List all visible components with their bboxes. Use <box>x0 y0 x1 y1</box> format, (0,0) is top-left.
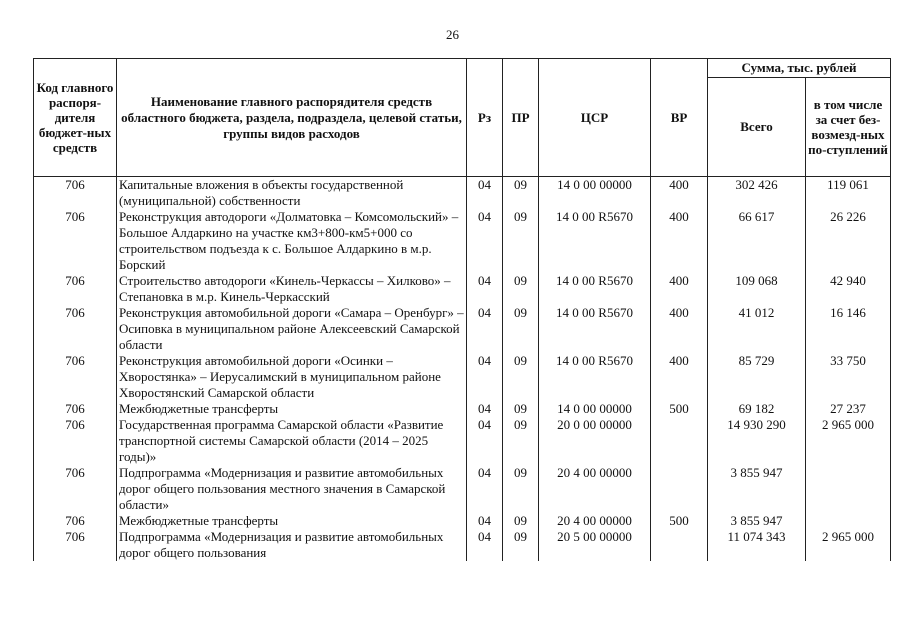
cell-csr: 14 0 00 R5670 <box>539 273 651 305</box>
cell-total: 109 068 <box>708 273 806 305</box>
cell-vr <box>651 465 708 513</box>
cell-name: Подпрограмма «Модернизация и развитие автомобильных дорог общего пользования <box>117 529 467 561</box>
cell-name: Подпрограмма «Модернизация и развитие автомобильных дорог общего пользования местного значения в Самарской области» <box>117 465 467 513</box>
cell-vr: 400 <box>651 305 708 353</box>
cell-vr: 400 <box>651 209 708 273</box>
cell-csr: 14 0 00 00000 <box>539 401 651 417</box>
header-rz: Рз <box>467 59 503 177</box>
cell-csr: 20 4 00 00000 <box>539 465 651 513</box>
cell-rz: 04 <box>467 305 503 353</box>
cell-rz: 04 <box>467 273 503 305</box>
cell-vr: 400 <box>651 353 708 401</box>
cell-incl: 26 226 <box>806 209 891 273</box>
cell-pr: 09 <box>503 401 539 417</box>
cell-incl: 27 237 <box>806 401 891 417</box>
cell-pr: 09 <box>503 353 539 401</box>
cell-vr: 500 <box>651 401 708 417</box>
cell-incl <box>806 513 891 529</box>
cell-vr: 400 <box>651 177 708 210</box>
table-row <box>34 417 891 465</box>
table-row <box>34 465 891 513</box>
header-sum: Сумма, тыс. рублей <box>708 59 891 78</box>
cell-rz: 04 <box>467 513 503 529</box>
header-pr: ПР <box>503 59 539 177</box>
cell-vr <box>651 529 708 561</box>
cell-total: 41 012 <box>708 305 806 353</box>
cell-incl: 16 146 <box>806 305 891 353</box>
cell-incl: 119 061 <box>806 177 891 210</box>
cell-rz: 04 <box>467 353 503 401</box>
table-row <box>34 305 891 353</box>
cell-code: 706 <box>34 465 117 513</box>
cell-code: 706 <box>34 417 117 465</box>
cell-pr: 09 <box>503 513 539 529</box>
header-total: Всего <box>708 78 806 177</box>
table-row <box>34 513 891 529</box>
budget-table <box>33 58 891 561</box>
cell-name: Государственная программа Самарской области «Развитие транспортной системы Самарской области (2014 – 2025 годы)» <box>117 417 467 465</box>
table-row <box>34 529 891 561</box>
cell-code: 706 <box>34 305 117 353</box>
cell-rz: 04 <box>467 209 503 273</box>
cell-total: 14 930 290 <box>708 417 806 465</box>
cell-rz: 04 <box>467 177 503 210</box>
cell-pr: 09 <box>503 305 539 353</box>
cell-name: Реконструкция автомобильной дороги «Осинки – Хворостянка» – Иерусалимский в муниципальном районе Хворостянский Самарской области <box>117 353 467 401</box>
cell-total: 302 426 <box>708 177 806 210</box>
cell-incl: 33 750 <box>806 353 891 401</box>
cell-name: Строительство автодороги «Кинель-Черкассы – Хилково» – Степановка в м.р. Кинель-Черкасский <box>117 273 467 305</box>
table-row <box>34 401 891 417</box>
cell-total: 66 617 <box>708 209 806 273</box>
header-incl: в том числе за счет без-возмезд-ных по-ступлений <box>806 78 891 177</box>
cell-code: 706 <box>34 273 117 305</box>
cell-pr: 09 <box>503 209 539 273</box>
table-row <box>34 177 891 210</box>
cell-vr: 400 <box>651 273 708 305</box>
cell-csr: 20 0 00 00000 <box>539 417 651 465</box>
cell-csr: 14 0 00 00000 <box>539 177 651 210</box>
table-row <box>34 353 891 401</box>
header-csr: ЦСР <box>539 59 651 177</box>
cell-total: 3 855 947 <box>708 513 806 529</box>
cell-total: 3 855 947 <box>708 465 806 513</box>
cell-pr: 09 <box>503 529 539 561</box>
page-number: 26 <box>446 27 459 42</box>
cell-code: 706 <box>34 353 117 401</box>
cell-vr <box>651 417 708 465</box>
table-row <box>34 273 891 305</box>
cell-csr: 14 0 00 R5670 <box>539 209 651 273</box>
cell-code: 706 <box>34 529 117 561</box>
cell-name: Межбюджетные трансферты <box>117 513 467 529</box>
cell-total: 11 074 343 <box>708 529 806 561</box>
cell-rz: 04 <box>467 401 503 417</box>
cell-code: 706 <box>34 209 117 273</box>
cell-incl: 42 940 <box>806 273 891 305</box>
cell-name: Капитальные вложения в объекты государственной (муниципальной) собственности <box>117 177 467 210</box>
cell-incl: 2 965 000 <box>806 417 891 465</box>
cell-csr: 20 4 00 00000 <box>539 513 651 529</box>
cell-pr: 09 <box>503 177 539 210</box>
cell-incl: 2 965 000 <box>806 529 891 561</box>
header-name: Наименование главного распорядителя средств областного бюджета, раздела, подраздела, целевой статьи, группы видов расходов <box>117 59 467 177</box>
cell-pr: 09 <box>503 273 539 305</box>
cell-pr: 09 <box>503 465 539 513</box>
table-row <box>34 209 891 273</box>
cell-rz: 04 <box>467 529 503 561</box>
cell-total: 85 729 <box>708 353 806 401</box>
cell-total: 69 182 <box>708 401 806 417</box>
cell-code: 706 <box>34 513 117 529</box>
cell-name: Межбюджетные трансферты <box>117 401 467 417</box>
cell-name: Реконструкция автомобильной дороги «Самара – Оренбург» – Осиповка в муниципальном районе Алексеевский Самарской области <box>117 305 467 353</box>
cell-vr: 500 <box>651 513 708 529</box>
cell-code: 706 <box>34 177 117 210</box>
header-vr: ВР <box>651 59 708 177</box>
cell-incl <box>806 465 891 513</box>
cell-csr: 14 0 00 R5670 <box>539 353 651 401</box>
cell-csr: 14 0 00 R5670 <box>539 305 651 353</box>
cell-code: 706 <box>34 401 117 417</box>
cell-pr: 09 <box>503 417 539 465</box>
cell-name: Реконструкция автодороги «Долматовка – Комсомольский» – Большое Алдаркино на участке км3+800-км5+000 со строительством подъезда к с. Большое Алдаркино в м.р. Борский <box>117 209 467 273</box>
cell-rz: 04 <box>467 465 503 513</box>
header-code: Код главного распоря-дителя бюджет-ных средств <box>34 59 117 177</box>
cell-rz: 04 <box>467 417 503 465</box>
cell-csr: 20 5 00 00000 <box>539 529 651 561</box>
